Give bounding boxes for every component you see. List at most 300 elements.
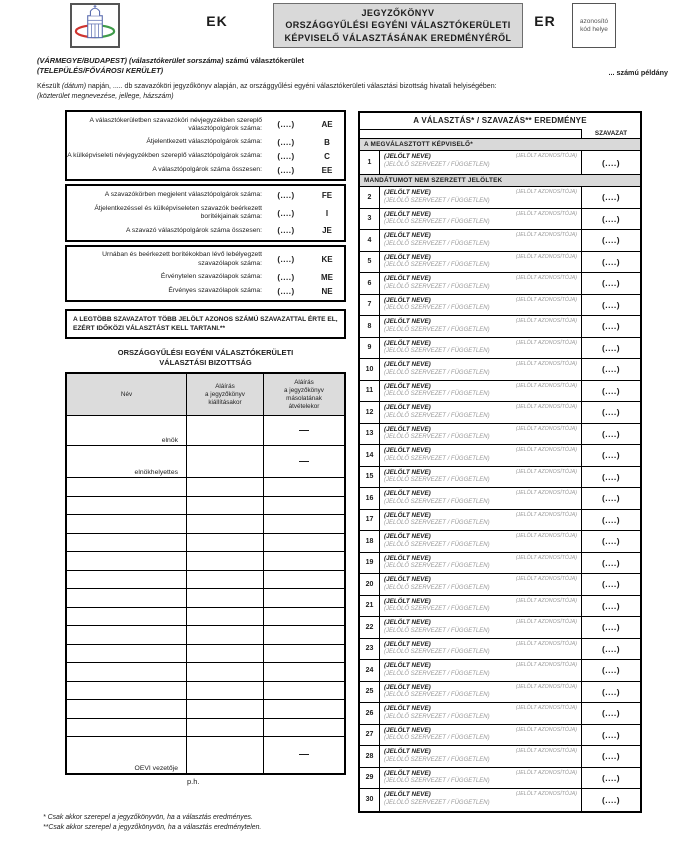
committee-col-signature-issue-header: [187, 374, 264, 415]
candidate-info-13: [380, 424, 581, 445]
committee-row-member-4-copy-cell: [264, 534, 344, 552]
candidate-info-3: [380, 209, 581, 230]
candidate-row-28: [360, 746, 640, 768]
candidate-line1-25: [384, 684, 577, 692]
candidate-row-2: [360, 187, 640, 209]
candidate-org-placeholder: (JELÖLŐ SZERVEZET / FÜGGETLEN): [384, 434, 490, 440]
voter-register-stats-box: [65, 110, 346, 181]
committee-row-member-7-role: [67, 589, 187, 607]
candidate-number-17: 17: [360, 510, 380, 531]
stat-code-FE: FE: [321, 190, 333, 200]
stat-value-FE: (....): [277, 190, 295, 200]
candidate-org-placeholder: (JELÖLŐ SZERVEZET / FÜGGETLEN): [384, 735, 490, 741]
votes-column-header: SZAVAZAT: [581, 129, 640, 138]
candidate-line1-19: [384, 555, 577, 563]
committee-row-member-5: [67, 551, 344, 570]
candidate-number-7: 7: [360, 295, 380, 316]
candidate-name-placeholder: (JELÖLT NEVE): [384, 318, 431, 325]
candidate-votes-22: (....): [581, 617, 640, 638]
candidate-org-placeholder: (JELÖLŐ SZERVEZET / FÜGGETLEN): [384, 520, 490, 526]
candidate-row-29: [360, 768, 640, 790]
section-elected-representative: A MEGVÁLASZTOTT KÉPVISELŐ*: [360, 139, 640, 151]
candidate-row-27: [360, 725, 640, 747]
committee-row-member-7-signature-cell: [187, 589, 264, 607]
candidate-id-placeholder: (JELÖLT AZONOSÍTÓJA): [515, 533, 577, 539]
committee-row-member-3-role: [67, 515, 187, 533]
stat-code-I: I: [325, 208, 329, 218]
committee-heading-line1: ORSZÁGGYŰLÉSI EGYÉNI VÁLASZTÓKERÜLETI: [117, 348, 294, 358]
stat-label-KE: Urnában és beérkezett borítékokban lévő lebélyegzett szavazólapok száma:: [102, 251, 262, 267]
candidate-name-placeholder: (JELÖLT NEVE): [384, 769, 431, 777]
candidate-info-4: [380, 230, 581, 251]
candidate-id-placeholder: (JELÖLT AZONOSÍTÓJA): [515, 619, 577, 625]
district-suffix: számú választókerület: [223, 56, 304, 65]
committee-row-member-5-role: [67, 552, 187, 570]
committee-row-member-11-copy-cell: [264, 663, 344, 681]
candidate-votes-19: (....): [581, 553, 640, 574]
candidate-info-30: [380, 789, 581, 811]
candidate-line1-13: [384, 426, 577, 434]
candidate-number-5: 5: [360, 252, 380, 273]
stat-label-JE: A szavazó választópolgárok száma összesen:: [125, 226, 262, 234]
col2-line3: kiállításakor: [208, 398, 242, 406]
candidate-name-placeholder: (JELÖLT NEVE): [384, 791, 431, 798]
committee-row-member-9-copy-cell: [264, 626, 344, 644]
stat-value-I: (....): [277, 208, 295, 218]
committee-row-member-3-signature-cell: [187, 515, 264, 533]
candidate-info-15: [380, 467, 581, 488]
committee-row-member-14-signature-cell: [187, 719, 264, 737]
candidate-org-placeholder: (JELÖLŐ SZERVEZET / FÜGGETLEN): [384, 283, 490, 290]
candidate-votes-28: (....): [581, 746, 640, 767]
candidate-name-placeholder: (JELÖLT NEVE): [384, 468, 431, 476]
candidate-id-placeholder: (JELÖLT AZONOSÍTÓJA): [515, 361, 577, 367]
candidate-line1-30: [384, 791, 577, 799]
candidate-org-placeholder: (JELÖLŐ SZERVEZET / FÜGGETLEN): [384, 692, 490, 698]
candidate-info-16: [380, 488, 581, 509]
candidate-votes-10: (....): [581, 359, 640, 380]
committee-row-member-12-role: [67, 682, 187, 700]
stat-code-B: B: [324, 137, 330, 147]
candidate-line1-8: [384, 318, 577, 326]
candidate-row-21: [360, 596, 640, 618]
subheader: [37, 56, 637, 102]
candidate-votes-24: (....): [581, 660, 640, 681]
candidate-number-14: 14: [360, 445, 380, 466]
candidate-row-26: [360, 703, 640, 725]
tie-notice-box: [65, 309, 346, 339]
committee-row-member-1-signature-cell: [187, 478, 264, 496]
candidate-number-29: 29: [360, 768, 380, 789]
stat-code-KE: KE: [321, 255, 333, 265]
candidate-row-12: [360, 402, 640, 424]
form-title: [273, 3, 523, 48]
committee-row-member-10-signature-cell: [187, 645, 264, 663]
committee-row-member-10-copy-cell: [264, 645, 344, 663]
candidate-votes-20: (....): [581, 574, 640, 595]
candidate-number-9: 9: [360, 338, 380, 359]
stamp-placeholder: p.h.: [187, 777, 200, 787]
district-line: [37, 56, 637, 66]
results-title: A VÁLASZTÁS* / SZAVAZÁS** EREDMÉNYE: [413, 116, 587, 125]
candidate-row-20: [360, 574, 640, 596]
district-placeholder: (VÁRMEGYE/BUDAPEST) (választókerület sorszáma): [37, 56, 224, 65]
candidate-votes-23: (....): [581, 639, 640, 660]
candidate-info-9: [380, 338, 581, 359]
candidate-number-20: 20: [360, 574, 380, 595]
stat-label-FE: A szavazókörben megjelent választópolgárok száma:: [104, 191, 262, 199]
col3-line2: a jegyzőkönyv: [284, 386, 324, 394]
no-signature-dash: —: [299, 749, 309, 761]
committee-row-member-14-copy-cell: [264, 719, 344, 737]
candidate-id-placeholder: (JELÖLT AZONOSÍTÓJA): [515, 318, 577, 324]
stat-value-JE: (....): [277, 226, 295, 236]
identifier-code-label-line1: azonosító: [579, 17, 609, 25]
stat-row-FE: [67, 188, 344, 202]
stat-row-B: [67, 135, 344, 149]
committee-row-member-13-signature-cell: [187, 700, 264, 718]
candidate-id-placeholder: (JELÖLT AZONOSÍTÓJA): [515, 382, 577, 389]
candidate-line1-29: [384, 770, 577, 778]
identifier-code-box: [572, 3, 616, 48]
candidate-id-placeholder: (JELÖLT AZONOSÍTÓJA): [515, 576, 577, 582]
committee-row-oevi-head-signature-cell: [187, 737, 264, 773]
committee-row-member-3: [67, 514, 344, 533]
candidate-row-24: [360, 660, 640, 682]
candidate-org-placeholder: (JELÖLŐ SZERVEZET / FÜGGETLEN): [384, 670, 490, 677]
committee-row-member-10: [67, 644, 344, 663]
candidate-votes-6: (....): [581, 273, 640, 294]
candidate-name-placeholder: (JELÖLT NEVE): [384, 597, 431, 605]
candidate-id-placeholder: (JELÖLT AZONOSÍTÓJA): [515, 554, 577, 561]
candidate-line1-24: [384, 662, 577, 670]
committee-header-row: [67, 374, 344, 415]
street-note: (közterület megnevezése, jellege, házszám): [37, 92, 174, 100]
candidate-votes-30: (....): [581, 789, 640, 811]
candidate-info-1: [380, 151, 581, 174]
made-line: [37, 82, 637, 92]
candidate-id-placeholder: (JELÖLT AZONOSÍTÓJA): [515, 511, 577, 518]
candidate-name-placeholder: (JELÖLT NEVE): [384, 576, 431, 583]
candidate-org-placeholder: (JELÖLŐ SZERVEZET / FÜGGETLEN): [384, 391, 490, 397]
candidate-row-18: [360, 531, 640, 553]
committee-row-member-4-role: [67, 534, 187, 552]
committee-row-member-2: [67, 496, 344, 515]
candidate-info-29: [380, 768, 581, 789]
stat-row-AE: [67, 114, 344, 135]
stat-value-KE: (....): [277, 255, 295, 265]
candidate-name-placeholder: (JELÖLT NEVE): [384, 232, 431, 239]
candidate-line1-20: [384, 576, 577, 584]
candidate-number-2: 2: [360, 187, 380, 208]
candidate-name-placeholder: (JELÖLT NEVE): [384, 404, 431, 411]
committee-row-deputy-chairman-role: elnökhelyettes: [67, 446, 187, 477]
candidate-id-placeholder: (JELÖLT AZONOSÍTÓJA): [515, 275, 577, 281]
stat-row-KE: [67, 249, 344, 270]
candidate-number-23: 23: [360, 639, 380, 660]
committee-row-member-6-copy-cell: [264, 571, 344, 589]
candidate-info-25: [380, 682, 581, 703]
committee-row-chairman-copy-cell: [264, 416, 344, 445]
candidate-name-placeholder: (JELÖLT NEVE): [384, 382, 431, 390]
made-post: napján, ..... db szavazóköri jegyzőkönyv alapján, az országgyűlési egyéni választókerületi választási bizottság hivatali helyiségében:: [86, 83, 497, 90]
candidate-id-placeholder: (JELÖLT AZONOSÍTÓJA): [515, 232, 577, 238]
committee-row-member-11-signature-cell: [187, 663, 264, 681]
candidate-name-placeholder: (JELÖLT NEVE): [384, 210, 431, 218]
candidate-number-19: 19: [360, 553, 380, 574]
candidate-number-1: 1: [360, 151, 380, 174]
committee-col-name-header: Név: [67, 374, 187, 415]
candidate-votes-8: (....): [581, 316, 640, 337]
candidate-row-7: [360, 295, 640, 317]
committee-row-member-3-copy-cell: [264, 515, 344, 533]
candidate-info-19: [380, 553, 581, 574]
candidate-row-4: [360, 230, 640, 252]
candidate-number-12: 12: [360, 402, 380, 423]
committee-row-oevi-head-role: OEVI vezetője: [67, 737, 187, 773]
stat-code-NE: NE: [321, 286, 333, 296]
candidate-org-placeholder: (JELÖLŐ SZERVEZET / FÜGGETLEN): [384, 584, 490, 591]
election-office-logo: [70, 3, 120, 48]
candidate-number-11: 11: [360, 381, 380, 402]
committee-heading: [65, 348, 346, 367]
candidate-org-placeholder: (JELÖLŐ SZERVEZET / FÜGGETLEN): [384, 305, 490, 311]
committee-row-member-2-signature-cell: [187, 497, 264, 515]
candidate-number-6: 6: [360, 273, 380, 294]
candidate-line1-23: [384, 641, 577, 649]
committee-row-chairman-role: elnök: [67, 416, 187, 445]
stat-row-C: [67, 149, 344, 163]
candidate-id-placeholder: (JELÖLT AZONOSÍTÓJA): [515, 597, 577, 604]
committee-row-member-6-role: [67, 571, 187, 589]
committee-row-member-2-copy-cell: [264, 497, 344, 515]
results-table-header: [360, 113, 640, 139]
candidate-info-7: [380, 295, 581, 316]
form-code-er: ER: [534, 13, 556, 29]
candidate-info-18: [380, 531, 581, 552]
candidate-line1-2: [384, 189, 577, 197]
committee-row-member-11-role: [67, 663, 187, 681]
candidate-line1-18: [384, 533, 577, 541]
candidate-name-placeholder: (JELÖLT NEVE): [384, 339, 431, 347]
candidate-row-23: [360, 639, 640, 661]
candidate-line1-22: [384, 619, 577, 627]
stat-code-JE: JE: [322, 226, 332, 236]
col2-line2: a jegyzőkönyv: [205, 390, 245, 398]
candidate-row-13: [360, 424, 640, 446]
candidate-line1-11: [384, 383, 577, 391]
candidate-name-placeholder: (JELÖLT NEVE): [384, 490, 431, 497]
stat-label-B: Átjelentkezett választópolgárok száma:: [146, 138, 262, 146]
candidate-votes-27: (....): [581, 725, 640, 746]
candidate-org-placeholder: (JELÖLŐ SZERVEZET / FÜGGETLEN): [384, 541, 490, 548]
candidate-line1-15: [384, 469, 577, 477]
section-not-elected-candidates: MANDÁTUMOT NEM SZERZETT JELÖLTEK: [360, 175, 640, 187]
candidate-number-24: 24: [360, 660, 380, 681]
candidate-info-24: [380, 660, 581, 681]
candidate-line1-4: [384, 232, 577, 240]
stat-label-AE: A választókerületben szavazóköri névjegyzékben szereplő választópolgárok száma:: [89, 116, 262, 132]
committee-row-member-10-role: [67, 645, 187, 663]
candidate-name-placeholder: (JELÖLT NEVE): [384, 662, 431, 669]
candidate-name-placeholder: (JELÖLT NEVE): [384, 275, 431, 282]
committee-signature-table: [65, 372, 346, 775]
committee-row-member-1-role: [67, 478, 187, 496]
no-signature-dash: —: [299, 455, 309, 467]
candidate-line1-28: [384, 748, 577, 756]
candidate-info-23: [380, 639, 581, 660]
candidate-line1-21: [384, 598, 577, 606]
candidate-number-27: 27: [360, 725, 380, 746]
candidate-row-16: [360, 488, 640, 510]
col2-line1: Aláírás: [215, 382, 235, 390]
candidate-row-6: [360, 273, 640, 295]
candidate-line1-5: [384, 254, 577, 262]
candidate-number-26: 26: [360, 703, 380, 724]
footnotes: [43, 813, 261, 832]
candidate-id-placeholder: (JELÖLT AZONOSÍTÓJA): [515, 210, 577, 217]
candidate-name-placeholder: (JELÖLT NEVE): [384, 705, 431, 712]
candidate-row-5: [360, 252, 640, 274]
col3-line4: átvételekor: [288, 402, 320, 410]
candidate-number-25: 25: [360, 682, 380, 703]
candidate-votes-29: (....): [581, 768, 640, 789]
left-column: [65, 110, 346, 786]
candidate-org-placeholder: (JELÖLŐ SZERVEZET / FÜGGETLEN): [384, 713, 490, 720]
candidate-id-placeholder: (JELÖLT AZONOSÍTÓJA): [515, 726, 577, 733]
stat-row-ME: [67, 270, 344, 284]
candidate-number-15: 15: [360, 467, 380, 488]
turnout-stats-box: [65, 184, 346, 241]
candidate-row-15: [360, 467, 640, 489]
candidate-id-placeholder: (JELÖLT AZONOSÍTÓJA): [515, 769, 577, 776]
stat-label-NE: Érvényes szavazólapok száma:: [168, 287, 262, 295]
stat-row-EE: [67, 163, 344, 177]
committee-row-member-12-signature-cell: [187, 682, 264, 700]
candidate-info-2: [380, 187, 581, 208]
candidate-votes-15: (....): [581, 467, 640, 488]
candidate-name-placeholder: (JELÖLT NEVE): [384, 619, 431, 626]
candidate-votes-16: (....): [581, 488, 640, 509]
candidate-number-16: 16: [360, 488, 380, 509]
candidate-votes-11: (....): [581, 381, 640, 402]
candidate-info-11: [380, 381, 581, 402]
form-title-line3: KÉPVISELŐ VÁLASZTÁSÁNAK EREDMÉNYÉRŐL: [284, 32, 512, 43]
committee-row-member-12: [67, 681, 344, 700]
candidate-row-8: [360, 316, 640, 338]
candidate-org-placeholder: (JELÖLŐ SZERVEZET / FÜGGETLEN): [384, 627, 490, 634]
committee-row-chairman-signature-cell: [187, 416, 264, 445]
ballot-stats-box: [65, 245, 346, 302]
stat-value-AE: (....): [277, 120, 295, 130]
candidate-info-21: [380, 596, 581, 617]
candidate-org-placeholder: (JELÖLŐ SZERVEZET / FÜGGETLEN): [384, 606, 490, 612]
committee-row-member-12-copy-cell: [264, 682, 344, 700]
candidate-id-placeholder: (JELÖLT AZONOSÍTÓJA): [515, 791, 577, 797]
committee-row-member-9: [67, 625, 344, 644]
candidate-votes-9: (....): [581, 338, 640, 359]
candidate-name-placeholder: (JELÖLT NEVE): [384, 748, 431, 755]
candidate-name-placeholder: (JELÖLT NEVE): [384, 554, 431, 562]
candidate-number-18: 18: [360, 531, 380, 552]
copy-number: ... számú példány: [608, 68, 668, 77]
candidate-info-20: [380, 574, 581, 595]
candidate-line1-16: [384, 490, 577, 498]
candidate-votes-26: (....): [581, 703, 640, 724]
stat-value-ME: (....): [277, 272, 295, 282]
candidate-id-placeholder: (JELÖLT AZONOSÍTÓJA): [515, 748, 577, 754]
results-title-underline: [360, 129, 581, 130]
stat-label-ME: Érvénytelen szavazólapok száma:: [160, 273, 262, 281]
candidate-org-placeholder: (JELÖLŐ SZERVEZET / FÜGGETLEN): [384, 455, 490, 462]
candidate-line1-12: [384, 404, 577, 412]
stat-label-I: Átjelentkezéssel és külképviseleten szavazók beérkezett borítékjainak száma:: [94, 204, 262, 221]
stat-code-EE: EE: [321, 165, 333, 175]
candidate-org-placeholder: (JELÖLŐ SZERVEZET / FÜGGETLEN): [384, 563, 490, 569]
candidate-id-placeholder: (JELÖLT AZONOSÍTÓJA): [515, 339, 577, 346]
committee-row-member-9-signature-cell: [187, 626, 264, 644]
committee-row-member-6: [67, 570, 344, 589]
candidate-name-placeholder: (JELÖLT NEVE): [384, 533, 431, 540]
committee-row-chairman: [67, 415, 344, 445]
committee-row-member-4: [67, 533, 344, 552]
candidate-votes-17: (....): [581, 510, 640, 531]
stat-row-NE: [67, 284, 344, 298]
stat-value-NE: (....): [277, 286, 295, 296]
candidate-votes-3: (....): [581, 209, 640, 230]
stat-value-EE: (....): [277, 165, 295, 175]
parliament-logo-icon: [72, 3, 118, 49]
committee-row-member-13: [67, 699, 344, 718]
candidate-name-placeholder: (JELÖLT NEVE): [384, 640, 431, 648]
committee-row-deputy-chairman-signature-cell: [187, 446, 264, 477]
committee-col-signature-copy-header: [264, 374, 344, 415]
candidate-org-placeholder: (JELÖLŐ SZERVEZET / FÜGGETLEN): [384, 219, 490, 225]
candidate-name-placeholder: (JELÖLT NEVE): [384, 361, 431, 368]
candidate-row-22: [360, 617, 640, 639]
candidate-org-placeholder: (JELÖLŐ SZERVEZET / FÜGGETLEN): [384, 799, 490, 806]
candidate-number-21: 21: [360, 596, 380, 617]
committee-row-member-5-copy-cell: [264, 552, 344, 570]
candidate-votes-12: (....): [581, 402, 640, 423]
footnote-1: * Csak akkor szerepel a jegyzőkönyvön, ha a választás eredményes.: [43, 814, 253, 821]
candidate-info-5: [380, 252, 581, 273]
committee-row-oevi-head: [67, 736, 344, 773]
candidate-line1-17: [384, 512, 577, 520]
candidate-line1-1: [384, 153, 577, 161]
candidate-line1-6: [384, 275, 577, 283]
candidate-number-13: 13: [360, 424, 380, 445]
settlement-placeholder: (TELEPÜLÉS/FŐVÁROSI KERÜLET): [37, 66, 164, 75]
candidate-line1-7: [384, 297, 577, 305]
candidate-id-placeholder: (JELÖLT AZONOSÍTÓJA): [515, 683, 577, 690]
candidate-id-placeholder: (JELÖLT AZONOSÍTÓJA): [515, 640, 577, 647]
candidate-name-placeholder: (JELÖLT NEVE): [384, 153, 431, 160]
stat-value-C: (....): [277, 151, 295, 161]
candidate-org-placeholder: (JELÖLŐ SZERVEZET / FÜGGETLEN): [384, 161, 490, 168]
candidate-line1-14: [384, 447, 577, 455]
form-title-line1: JEGYZŐKÖNYV: [361, 7, 435, 18]
candidate-name-placeholder: (JELÖLT NEVE): [384, 296, 431, 304]
form-title-line2: ORSZÁGGYŰLÉSI EGYÉNI VÁLASZTÓKERÜLETI: [285, 20, 511, 31]
candidate-org-placeholder: (JELÖLŐ SZERVEZET / FÜGGETLEN): [384, 262, 490, 268]
candidate-number-4: 4: [360, 230, 380, 251]
candidate-number-3: 3: [360, 209, 380, 230]
candidate-row-3: [360, 209, 640, 231]
candidate-id-placeholder: (JELÖLT AZONOSÍTÓJA): [515, 296, 577, 303]
candidate-row-25: [360, 682, 640, 704]
candidate-id-placeholder: (JELÖLT AZONOSÍTÓJA): [515, 662, 577, 668]
